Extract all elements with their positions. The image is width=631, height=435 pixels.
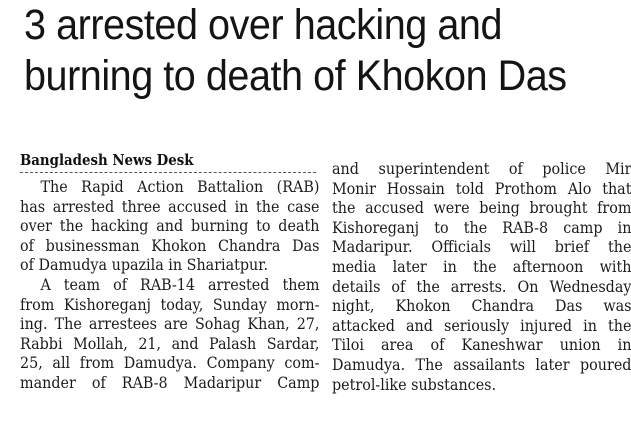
paragraph-2-line-3: ing. The arrestees are Sohag Khan, 27, xyxy=(20,315,320,334)
right-line-7: details of the arrests. On Wednesday xyxy=(332,277,631,296)
left-column-body xyxy=(20,178,319,394)
paragraph-1-line-1: The Rapid Action Battalion (RAB) xyxy=(40,178,320,196)
right-line-1: and superintendent of police Mir xyxy=(332,160,631,178)
right-line-6: media later in the afternoon with xyxy=(332,257,631,276)
paragraph-2-line-6: mander of RAB-8 Madaripur Camp xyxy=(20,373,320,392)
article-column-right xyxy=(332,160,631,395)
paragraph-1-line-4: of businessman Khokon Chandra Das xyxy=(20,236,320,255)
right-line-10: Tiloi area of Kaneshwar union in xyxy=(332,336,631,355)
right-line-8: night, Khokon Chandra Das was xyxy=(332,297,631,316)
paragraph-1-line-3: over the hacking and burning to death xyxy=(20,217,320,236)
right-line-2: Monir Hossain told Prothom Alo that xyxy=(332,179,631,198)
right-line-12: petrol-like substances. xyxy=(332,375,497,394)
headline-line-1: 3 arrested over hacking and xyxy=(24,1,502,49)
right-line-9: attacked and seriously injured in the xyxy=(332,316,631,335)
article-column-left xyxy=(20,152,320,394)
paragraph-2-line-2: from Kishoreganj today, Sunday morn- xyxy=(20,295,320,314)
paragraph-1-line-5: of Damudya upazila in Shariatpur. xyxy=(20,256,269,275)
headline-line-2: burning to death of Khokon Das xyxy=(24,52,567,100)
paragraph-2-line-4: Rabbi Mollah, 21, and Palash Sardar, xyxy=(20,334,320,353)
right-line-5: Madaripur. Officials will brief the xyxy=(332,238,631,257)
byline: Bangladesh News Desk xyxy=(20,152,194,169)
byline-divider xyxy=(20,172,316,173)
paragraph-2-line-1: A team of RAB-14 arrested them xyxy=(40,275,320,294)
right-line-4: Kishoreganj to the RAB-8 camp in xyxy=(332,218,631,237)
paragraph-2-line-5: 25, all from Damudya. Company com- xyxy=(20,354,320,373)
paragraph-1-line-2: has arrested three accused in the case xyxy=(20,197,320,216)
right-column-body xyxy=(332,160,631,395)
headline xyxy=(24,0,576,102)
right-line-3: the accused were being brought from xyxy=(332,199,631,218)
right-line-11: Damudya. The assailants later poured xyxy=(332,355,631,374)
